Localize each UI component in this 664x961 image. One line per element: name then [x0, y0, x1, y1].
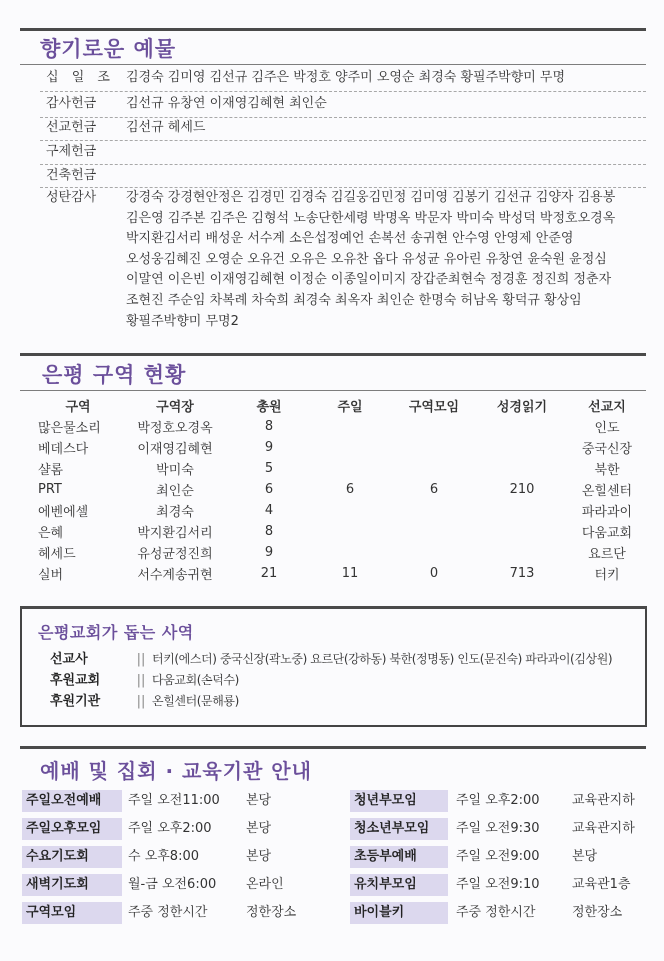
service-place: 온라인	[246, 877, 284, 892]
district-header-cell: 구역모임	[408, 399, 460, 415]
offering-row-relief	[46, 142, 642, 162]
districts-title-rule	[20, 390, 646, 391]
service-row-sunday-morning	[22, 790, 332, 812]
table-row	[36, 479, 646, 500]
district-header-cell: 구역	[65, 399, 91, 415]
offering-row-christmas	[46, 188, 642, 328]
district-table	[36, 394, 646, 584]
district-bible-reading	[476, 458, 568, 479]
offering-row-building	[46, 166, 642, 186]
table-row	[36, 563, 646, 584]
offering-label: 성탄감사	[46, 190, 97, 205]
table-row	[36, 437, 646, 458]
district-total: 8	[264, 524, 274, 539]
district-mission-field: 다움교회	[581, 526, 633, 541]
district-sunday	[308, 521, 392, 542]
mission-separator: ||	[136, 694, 146, 709]
district-name: 실버	[38, 568, 64, 583]
district-total: 8	[264, 419, 274, 434]
district-header-cell: 총원	[256, 399, 282, 415]
service-time: 주일 오후2:00	[456, 793, 540, 808]
district-leader: 박정호오경옥	[137, 421, 213, 436]
service-row-wednesday	[22, 846, 332, 868]
offering-row-thanks	[46, 94, 642, 114]
service-place: 교육관1층	[572, 877, 631, 892]
offering-row-mission	[46, 118, 642, 138]
mission-value: 터키(에스더) 중국신장(곽노중) 요르단(강하동) 북한(정명동) 인도(문진숙) 파라과이(김상원)	[152, 652, 613, 666]
mission-row-missionaries	[50, 648, 612, 667]
offering-row-tithe	[46, 68, 642, 88]
districts-title: 은평 구역 현황	[42, 363, 187, 387]
service-time: 주일 오후2:00	[128, 821, 212, 836]
district-meeting	[392, 416, 476, 437]
district-total: 5	[264, 461, 274, 476]
district-mission-field: 중국신장	[581, 442, 633, 457]
district-name: 에벤에셀	[38, 505, 89, 520]
district-name: 은혜	[38, 526, 64, 541]
service-place: 본당	[246, 849, 272, 864]
offerings-top-rule	[20, 28, 646, 31]
mission-label: 후원교회	[50, 673, 101, 688]
offerings-title-rule	[20, 64, 646, 65]
district-header-cell: 선교지	[588, 399, 626, 415]
district-bible-reading	[476, 521, 568, 542]
offering-divider	[40, 164, 646, 165]
district-meeting	[392, 542, 476, 563]
district-leader: 박미숙	[156, 463, 194, 478]
district-leader: 서수계송귀현	[137, 568, 213, 583]
service-place: 본당	[246, 793, 272, 808]
service-time: 주일 오전9:10	[456, 877, 540, 892]
district-mission-field: 인도	[594, 421, 620, 436]
service-name: 새벽기도회	[22, 874, 122, 896]
district-mission-field: 요르단	[588, 547, 626, 562]
service-name: 주일오후모임	[22, 818, 122, 840]
service-time: 주중 정한시간	[456, 905, 536, 920]
mission-row-churches	[50, 669, 239, 688]
service-row-district	[22, 902, 332, 924]
service-name: 청소년부모임	[350, 818, 448, 840]
services-top-rule	[20, 746, 646, 749]
service-name: 유치부모임	[350, 874, 448, 896]
offering-divider	[40, 91, 646, 92]
service-place: 교육관지하	[572, 821, 635, 836]
district-mission-field: 파라과이	[581, 505, 633, 520]
service-time: 주일 오전9:00	[456, 849, 540, 864]
service-row-dawn	[22, 874, 332, 896]
district-name: 샬롬	[38, 463, 64, 478]
service-row-sunday-afternoon	[22, 818, 332, 840]
service-place: 정한장소	[572, 905, 623, 920]
service-name: 주일오전예배	[22, 790, 122, 812]
service-row-kindergarten	[350, 874, 650, 896]
mission-separator: ||	[136, 652, 146, 667]
district-meeting	[392, 437, 476, 458]
service-place: 교육관지하	[572, 793, 635, 808]
service-time: 주중 정한시간	[128, 905, 208, 920]
district-total: 9	[264, 440, 274, 455]
district-mission-field: 온힐센터	[581, 484, 633, 499]
offering-label: 선교헌금	[46, 120, 97, 135]
district-sunday: 11	[341, 566, 359, 581]
district-bible-reading: 210	[509, 482, 535, 497]
table-row	[36, 458, 646, 479]
district-header-cell: 성경읽기	[496, 399, 548, 415]
district-sunday	[308, 542, 392, 563]
district-name: 많은물소리	[38, 421, 101, 436]
mission-value: 다움교회(손덕수)	[152, 673, 239, 687]
table-row	[36, 416, 646, 437]
district-sunday: 6	[345, 482, 355, 497]
service-row-elementary	[350, 846, 650, 868]
district-header-cell: 주일	[337, 399, 363, 415]
service-row-youth	[350, 818, 650, 840]
service-name: 바이블키	[350, 902, 448, 924]
district-total: 21	[260, 566, 278, 581]
district-header-row	[36, 394, 646, 416]
district-total: 9	[264, 545, 274, 560]
mission-separator: ||	[136, 673, 146, 688]
district-meeting: 6	[429, 482, 439, 497]
service-name: 구역모임	[22, 902, 122, 924]
offerings-title: 향기로운 예물	[40, 37, 177, 61]
offering-value: 김경숙 김미영 김선규 김주은 박정호 양주미 오영순 최경숙 황필주박향미 무명	[126, 70, 566, 85]
district-sunday	[308, 458, 392, 479]
offering-label: 십 일 조	[46, 70, 110, 85]
district-bible-reading	[476, 542, 568, 563]
district-sunday	[308, 416, 392, 437]
service-name: 초등부예배	[350, 846, 448, 868]
district-leader: 최경숙	[156, 505, 194, 520]
district-leader: 이재영김혜현	[137, 442, 213, 457]
service-name: 수요기도회	[22, 846, 122, 868]
service-time: 주일 오전9:30	[456, 821, 540, 836]
service-name: 청년부모임	[350, 790, 448, 812]
district-leader: 유성균정진희	[137, 547, 213, 562]
service-row-bible-key	[350, 902, 650, 924]
district-bible-reading	[476, 416, 568, 437]
missions-title: 은평교회가 돕는 사역	[38, 623, 194, 642]
offering-divider	[40, 140, 646, 141]
district-bible-reading: 713	[509, 566, 535, 581]
table-row	[36, 521, 646, 542]
district-sunday	[308, 500, 392, 521]
district-name: 헤세드	[38, 547, 76, 562]
service-time: 주일 오전11:00	[128, 793, 220, 808]
districts-top-rule	[20, 353, 646, 356]
district-bible-reading	[476, 500, 568, 521]
offering-label: 감사헌금	[46, 96, 97, 111]
district-meeting	[392, 521, 476, 542]
district-mission-field: 터키	[594, 568, 620, 583]
mission-label: 선교사	[50, 652, 88, 667]
offering-value: 김선규 유창연 이재영김혜현 최인순	[126, 96, 327, 111]
mission-row-institutions	[50, 690, 239, 709]
table-row	[36, 542, 646, 563]
district-bible-reading	[476, 437, 568, 458]
service-time: 수 오후8:00	[128, 849, 199, 864]
district-mission-field: 북한	[594, 463, 620, 478]
district-leader: 박지환김서리	[137, 526, 213, 541]
district-meeting	[392, 500, 476, 521]
district-header-cell: 구역장	[156, 399, 194, 415]
district-name: 베데스다	[38, 442, 89, 457]
district-meeting: 0	[429, 566, 439, 581]
offering-label: 건축헌금	[46, 168, 97, 183]
services-title: 예배 및 집회 · 교육기관 안내	[40, 759, 312, 783]
district-total: 4	[264, 503, 274, 518]
service-place: 본당	[572, 849, 598, 864]
district-meeting	[392, 458, 476, 479]
district-name: PRT	[38, 482, 62, 497]
offering-value: 김선규 헤세드	[126, 120, 206, 135]
offering-label: 구제헌금	[46, 144, 97, 159]
district-total: 6	[264, 482, 274, 497]
mission-value: 온힐센터(문해룡)	[152, 694, 239, 708]
offering-value: 강경숙 강경현안정은 김경민 김경숙 김길웅김민정 김미영 김봉기 김선규 김양자 김용봉 김은영 김주본 김주은 김형석 노송단한세령 박명옥 박문자 박미숙 박성덕 박정호오경옥 박지환김서리 배성운 서수계 소은섭정예언 손복선 송귀현 안수영 안영제 안준영 오성웅김혜진 오영순 오유건 오유은 오유찬 옵다 유성균 유아린 유창연 윤숙원 윤정심 이말연 이은빈 이재영김혜현 이정순 이종일이미지 장갑준최현숙 정경훈 정진희 정춘자 조현진 주순임 차복례 차숙희 최경숙 최옥자 최인순 한명숙 허남옥 황덕규 황상임 황필주박향미 무명2	[126, 190, 616, 329]
service-time: 월-금 오전6:00	[128, 877, 217, 892]
table-row	[36, 500, 646, 521]
service-place: 정한장소	[246, 905, 297, 920]
service-place: 본당	[246, 821, 272, 836]
service-row-young-adults	[350, 790, 650, 812]
district-leader: 최인순	[156, 484, 194, 499]
district-sunday	[308, 437, 392, 458]
mission-label: 후원기관	[50, 694, 101, 709]
